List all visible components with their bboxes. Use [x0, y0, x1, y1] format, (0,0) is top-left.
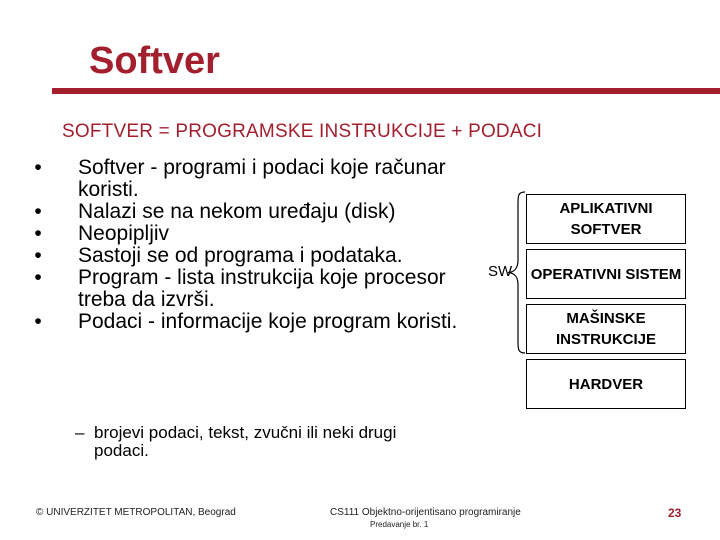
bullet-dot: •	[34, 266, 42, 289]
bullet-item	[28, 311, 488, 333]
footer-course	[330, 507, 521, 529]
bullet-dot: •	[34, 310, 42, 333]
bullet-dot: •	[34, 156, 42, 179]
bullet-dot: •	[34, 222, 42, 245]
bullet-text: Neopipljiv	[78, 222, 170, 245]
layer-box-applications: APLIKATIVNI SOFTVER	[526, 194, 686, 244]
sub-bullet-text: brojevi podaci, tekst, zvučni ili neki drugi podaci.	[94, 423, 397, 460]
layer-box-machine-instructions: MAŠINSKE INSTRUKCIJE	[526, 304, 686, 354]
footer-lecture: Predavanje br. 1	[370, 520, 429, 529]
bullet-text: Sastoji se od programa i podataka.	[78, 244, 403, 267]
bullet-list	[28, 157, 488, 333]
bullet-text: Nalazi se na nekom uređaju (disk)	[78, 200, 396, 223]
slide-title: Softver	[89, 40, 220, 82]
bullet-text: Program - lista instrukcija koje procesor treba da izvrši.	[78, 266, 446, 311]
bullet-item	[28, 267, 488, 311]
page-number: 23	[668, 506, 682, 520]
curly-brace-icon	[505, 190, 527, 355]
layer-box-hardware: HARDVER	[526, 359, 686, 409]
sub-bullet	[75, 423, 449, 460]
bullet-dot: •	[34, 244, 42, 267]
bullet-text: Softver - programi i podaci koje računar koristi.	[78, 156, 446, 201]
bullet-item	[28, 201, 488, 223]
bullet-item	[28, 157, 488, 201]
title-underline	[52, 88, 720, 94]
bullet-text: Podaci - informacije koje program koristi.	[78, 310, 458, 333]
sub-bullet-dash: –	[75, 423, 85, 442]
sw-brace-label: SW	[488, 263, 513, 280]
layer-box-os: OPERATIVNI SISTEM	[526, 249, 686, 299]
footer-copyright: © UNIVERZITET METROPOLITAN, Beograd	[36, 507, 236, 518]
bullet-item	[28, 245, 488, 267]
formula-heading: SOFTVER = PROGRAMSKE INSTRUKCIJE + PODACI	[62, 121, 543, 142]
bullet-item	[28, 223, 488, 245]
bullet-dot: •	[34, 200, 42, 223]
footer-course-title: CS111 Objektno-orijentisano programiranje	[330, 507, 521, 518]
